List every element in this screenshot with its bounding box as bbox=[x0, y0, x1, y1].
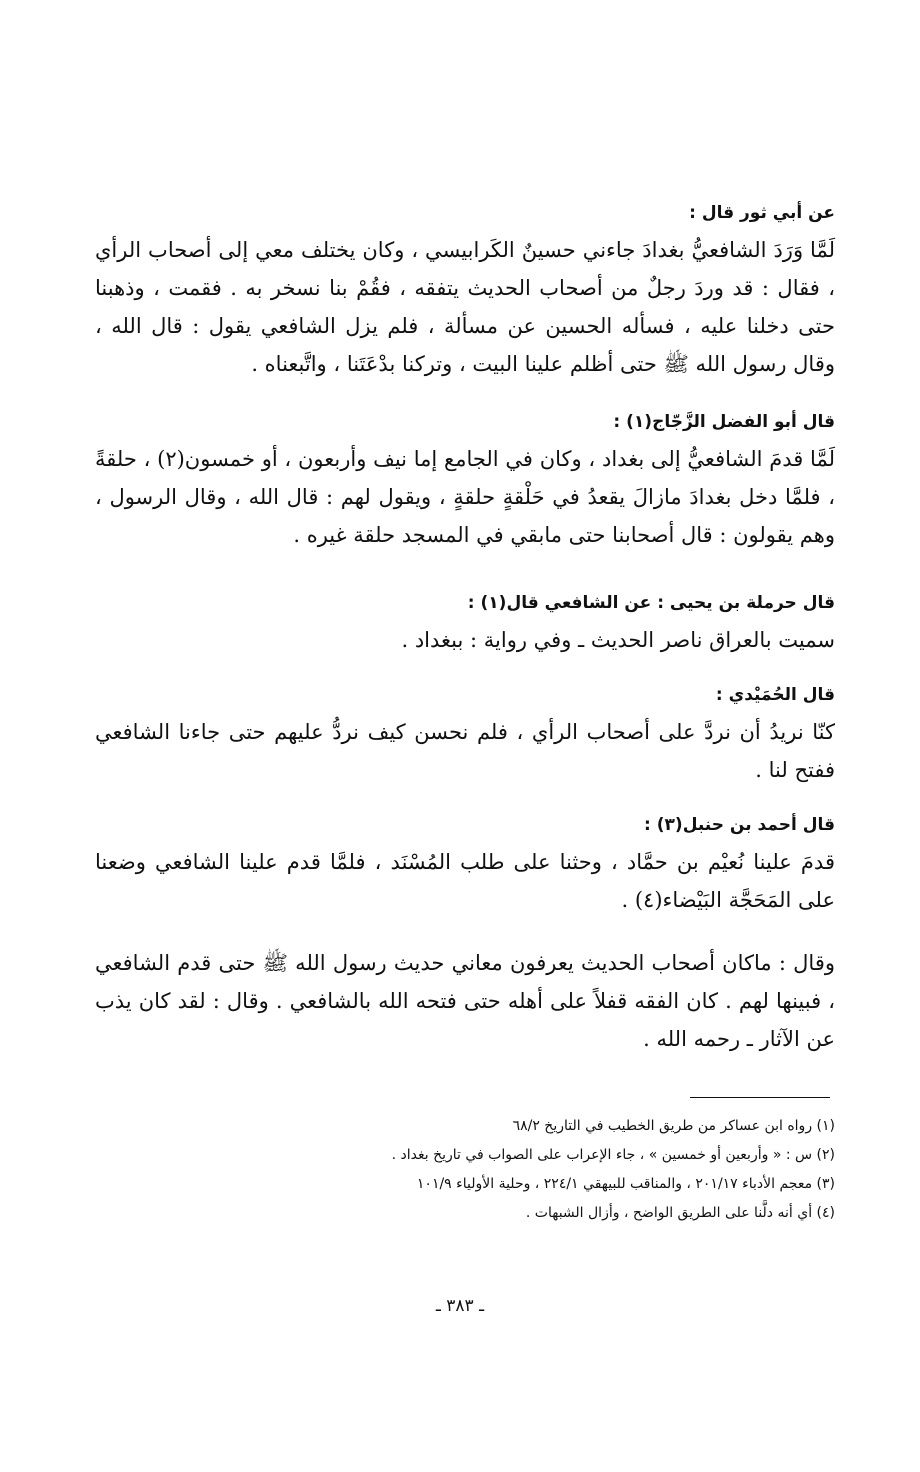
footnote-4: (٤) أي أنه دلَّنا على الطريق الواضح ، وأزال الشبهات . bbox=[525, 1205, 835, 1221]
section-text: سميت بالعراق ناصر الحديث ـ وفي رواية : ببغداد . bbox=[401, 628, 835, 652]
page-number: ـ ٣٨٣ ـ bbox=[435, 1296, 485, 1316]
section-text: لَمَّا قدمَ الشافعيُّ إلى بغداد ، وكان في الجامع إما نيف وأربعون ، أو خمسون(٢) ، حلقةً ، فلمَّا دخل بغدادَ مازالَ يقعدُ في حَلْقةٍ حلقةٍ ، ويقول لهم : قال الله ، وقال الرسول ، وهم يقولون : قال أصحابنا حتى مابقي في المسجد حلقة غيره . bbox=[95, 447, 835, 547]
footnote-1: (١) رواه ابن عساكر من طريق الخطيب في التاريخ ٦٨/٢ bbox=[512, 1118, 835, 1134]
section-heading: قال الحُمَيْدي : bbox=[715, 685, 835, 705]
section-humaydi bbox=[95, 683, 835, 789]
section-text: كنّا نريدُ أن نردَّ على أصحاب الرأي ، فلم نحسن كيف نردُّ عليهم حتى جاءنا الشافعي ففتح لنا . bbox=[95, 720, 835, 782]
section-zajjaj bbox=[95, 410, 835, 554]
footnote-3: (٣) معجم الأدباء ٢٠١/١٧ ، والمناقب للبيهقي ٢٢٤/١ ، وحلية الأولياء ١٠١/٩ bbox=[416, 1176, 835, 1192]
section-heading: قال أبو الفضل الزَّجّاج(١) : bbox=[613, 412, 835, 432]
footnote-separator bbox=[690, 1097, 830, 1098]
section-text: قدمَ علينا نُعيْم بن حمَّاد ، وحثنا على طلب المُسْنَد ، فلمَّا قدم علينا الشافعي وضعنا على المَحَجَّة البَيْضاء(٤) . bbox=[95, 850, 835, 912]
section-ahmad bbox=[95, 813, 835, 919]
section-heading: قال حرملة بن يحيى : عن الشافعي قال(١) : bbox=[467, 593, 835, 613]
section-harmala bbox=[95, 591, 835, 659]
closing-text: وقال : ماكان أصحاب الحديث يعرفون معاني حديث رسول الله ﷺ حتى قدم الشافعي ، فبينها لهم . كان الفقه قفلاً على أهله حتى فتحه الله بالشافعي . وقال : لقد كان يذب عن الآثار ـ رحمه الله . bbox=[95, 951, 835, 1051]
section-heading: عن أبي ثور قال : bbox=[689, 203, 835, 223]
footnotes bbox=[150, 1112, 835, 1228]
section-heading: قال أحمد بن حنبل(٣) : bbox=[644, 815, 835, 835]
section-abu-thawr bbox=[95, 201, 835, 383]
closing-paragraph bbox=[95, 938, 835, 1058]
footnote-2: (٢) س : « وأربعين أو خمسين » ، جاء الإعراب على الصواب في تاريخ بغداد . bbox=[391, 1147, 835, 1163]
section-text: لَمَّا وَرَدَ الشافعيُّ بغدادَ جاءني حسينٌ الكَرابيسي ، وكان يختلف معي إلى أصحاب الرأي ، فقال : قد وردَ رجلٌ من أصحاب الحديث يتفقه ، فقُمْ بنا نسخر به . فقمت ، وذهبنا حتى دخلنا عليه ، فسأله الحسين عن مسألة ، فلم يزل الشافعي يقول : قال الله ، وقال رسول الله ﷺ حتى أظلم علينا البيت ، وتركنا بدْعَتَنا ، واتَّبعناه . bbox=[95, 238, 835, 376]
